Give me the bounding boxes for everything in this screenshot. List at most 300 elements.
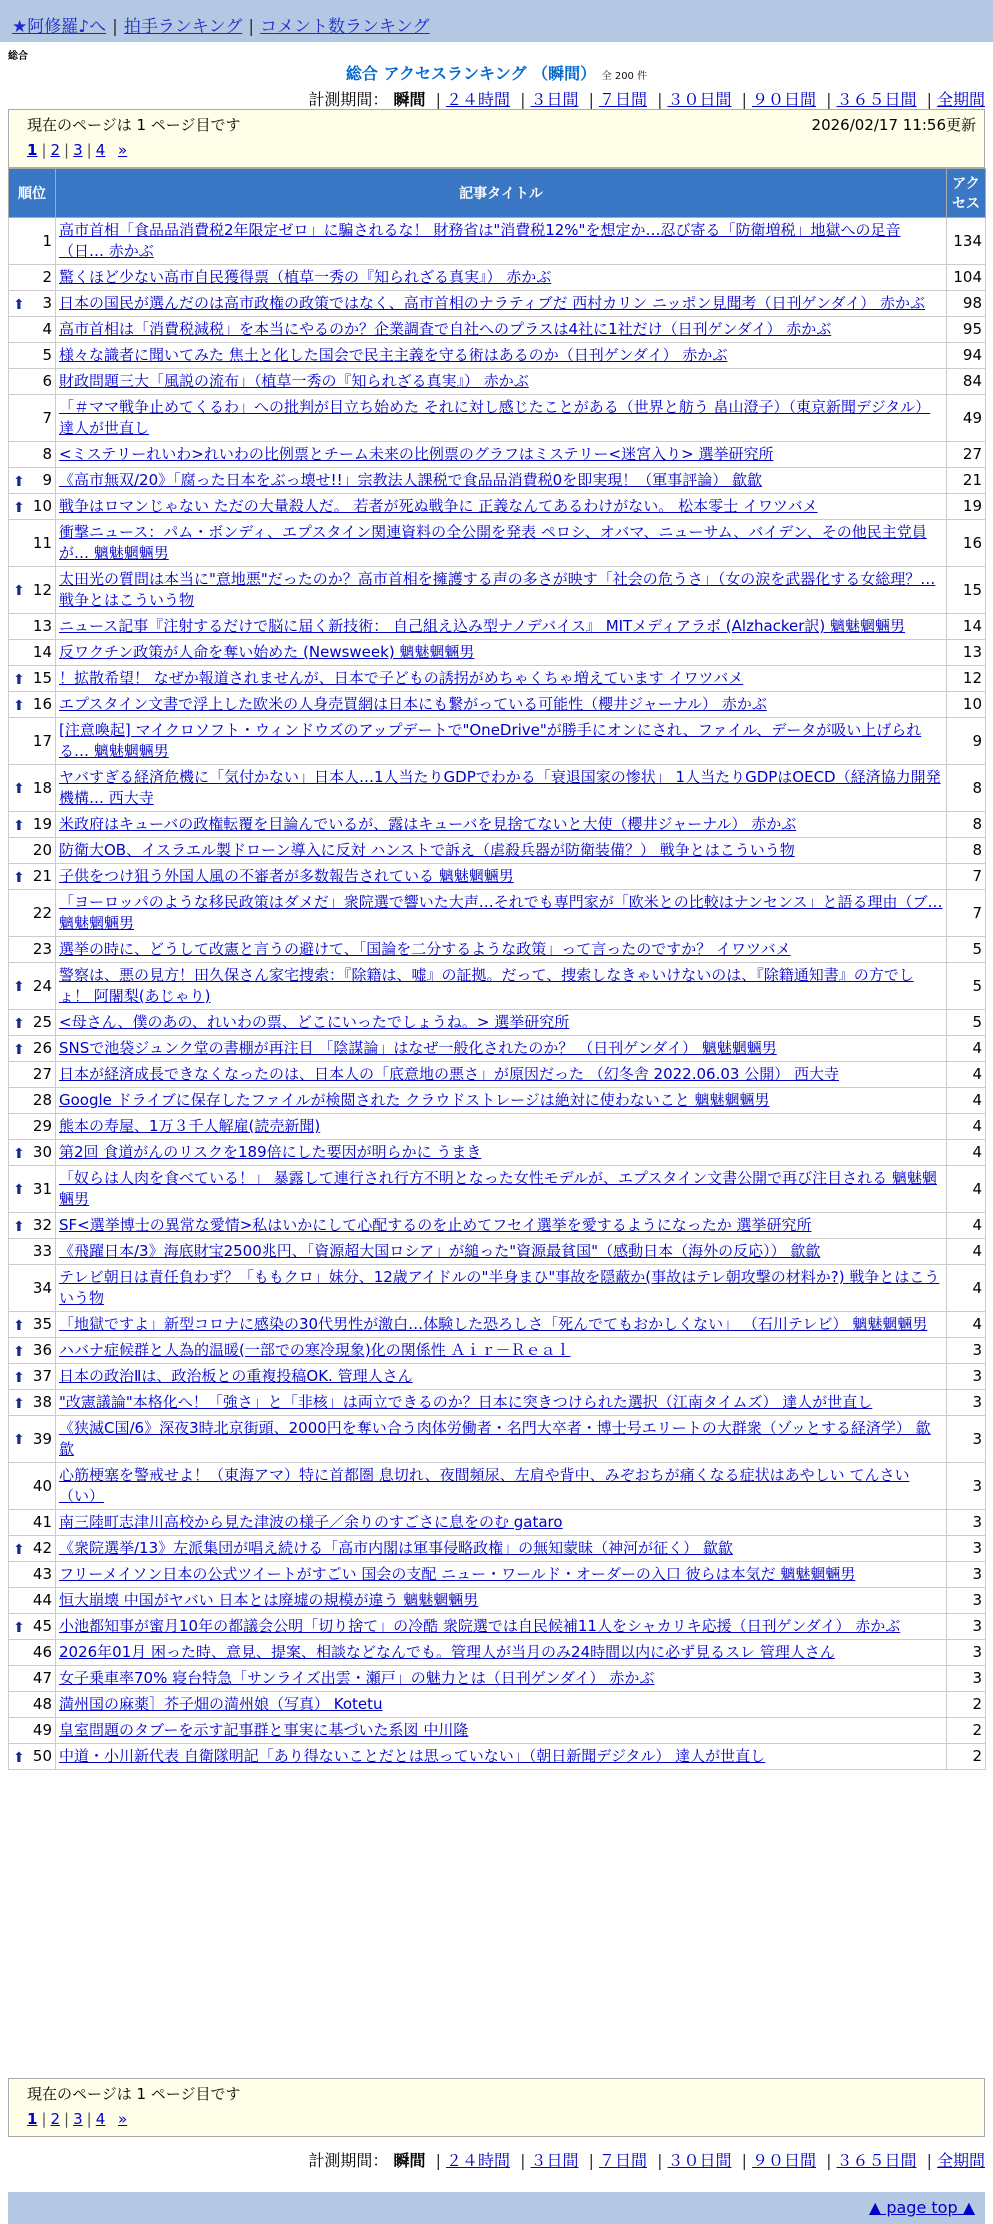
article-title-link[interactable]: 「ヨーロッパのような移民政策はダメだ」衆院選で響いた大声…それでも専門家が「欧米との比較はナンセンス」と語る理由（ブ… 魑魅魍魎男	[59, 893, 943, 932]
access-count: 8	[947, 838, 986, 864]
rank-up-arrow-icon: ⬆	[13, 1015, 25, 1032]
rank-cell	[9, 1036, 56, 1062]
access-count: 3	[947, 1364, 986, 1390]
table-row	[9, 718, 986, 765]
table-row	[9, 640, 986, 666]
item-count: 全 200 件	[601, 71, 648, 82]
nav-separator: |	[112, 17, 118, 37]
rank-up-arrow-icon: ⬆	[13, 1317, 25, 1334]
access-count: 19	[947, 494, 986, 520]
table-row	[9, 1239, 986, 1265]
table-row	[9, 343, 986, 369]
rank-cell	[9, 494, 56, 520]
title-cell	[56, 1640, 947, 1666]
period-link-all[interactable]: 全期間	[936, 2151, 985, 2170]
rank-number: 14	[32, 643, 52, 661]
title-cell	[56, 666, 947, 692]
period-link-90d[interactable]: ９０日間	[751, 2151, 816, 2170]
rank-cell	[9, 1088, 56, 1114]
rank-cell	[9, 1463, 56, 1510]
page-link-2[interactable]: 2	[50, 141, 61, 159]
rank-cell	[9, 1239, 56, 1265]
table-row	[9, 567, 986, 614]
rank-number: 4	[42, 320, 52, 338]
access-count: 3	[947, 1666, 986, 1692]
article-title-link[interactable]: 高市首相は「消費税減税」を本当にやるのか？企業調査で自社へのプラスは4社に1社だけ（日刊ゲンダイ） 赤かぶ	[59, 320, 832, 338]
table-row	[9, 1510, 986, 1536]
table-row	[9, 812, 986, 838]
period-link-30d[interactable]: ３０日間	[667, 2151, 732, 2170]
access-count: 8	[947, 765, 986, 812]
title-cell	[56, 1338, 947, 1364]
rank-number: 25	[32, 1013, 52, 1031]
nav-link-comment-ranking[interactable]: コメント数ランキング	[260, 17, 430, 37]
title-cell	[56, 1265, 947, 1312]
article-title-link[interactable]: 中道・小川新代表 自衛隊明記「あり得ないことだとは思っていない」（朝日新聞デジタル） 達人が世直し	[59, 1747, 766, 1765]
article-title-link[interactable]: 2026年01月 困った時、意見、提案、相談などなんでも。管理人が当月のみ24時間以内に必ず見るスレ 管理人さん	[59, 1643, 835, 1661]
article-title-link[interactable]: 驚くほど少ない高市自民獲得票（植草一秀の『知られざる真実』） 赤かぶ	[59, 268, 552, 286]
article-title-link[interactable]: Google ドライブに保存したファイルが検閲された クラウドストレージは絶対に使わないこと 魑魅魍魎男	[59, 1091, 770, 1109]
rank-cell	[9, 1140, 56, 1166]
rank-up-arrow-icon: ⬆	[13, 1619, 25, 1636]
access-count: 15	[947, 567, 986, 614]
access-count: 13	[947, 640, 986, 666]
title-cell	[56, 765, 947, 812]
title-cell	[56, 494, 947, 520]
article-title-link[interactable]: 太田光の質問は本当に"意地悪"だったのか？高市首相を擁護する声の多さが映す「社会の危うさ」（女の涙を武器化する女総理？… 戦争とはこういう物	[59, 570, 936, 609]
access-count: 104	[947, 265, 986, 291]
title-cell	[56, 1536, 947, 1562]
table-row	[9, 1213, 986, 1239]
current-page-text: 現在のページは 1 ページ目です	[27, 2085, 241, 2103]
period-link-7d[interactable]: ７日間	[598, 2151, 647, 2170]
title-cell	[56, 567, 947, 614]
top-nav	[0, 0, 993, 42]
table-row	[9, 864, 986, 890]
article-title-link[interactable]: 心筋梗塞を警戒せよ！（東海アマ）特に首都圏 息切れ、夜間頻尿、左肩や背中、みぞおちが痛くなる症状はあやしい てんさい（い）	[59, 1466, 910, 1505]
title-cell	[56, 1062, 947, 1088]
rank-cell	[9, 567, 56, 614]
article-title-link[interactable]: 「地獄ですよ」新型コロナに感染の30代男性が激白…体験した恐ろしさ「死んでてもおかしくない」 （石川テレビ） 魑魅魍魎男	[59, 1315, 928, 1333]
period-link-7d[interactable]: ７日間	[598, 90, 647, 109]
article-title-link[interactable]: 高市首相「食品品消費税2年限定ゼロ」に騙されるな！ 財務省は"消費税12%"を想定か…忍び寄る「防衛増税」地獄への足音（日… 赤かぶ	[59, 221, 901, 260]
rank-up-arrow-icon: ⬆	[13, 1041, 25, 1058]
access-count: 3	[947, 1416, 986, 1463]
pagination-box-top	[8, 109, 985, 168]
title-cell	[56, 343, 947, 369]
period-link-3d[interactable]: ３日間	[530, 2151, 579, 2170]
period-link-30d[interactable]: ３０日間	[667, 90, 732, 109]
title-cell	[56, 1140, 947, 1166]
table-row	[9, 838, 986, 864]
access-count: 3	[947, 1640, 986, 1666]
table-row	[9, 369, 986, 395]
rank-cell	[9, 1640, 56, 1666]
article-title-link[interactable]: 小池都知事が蜜月10年の都議会公明「切り捨て」の冷酷 衆院選では自民候補11人をシャカリキ応援（日刊ゲンダイ） 赤かぶ	[59, 1617, 901, 1635]
rank-cell	[9, 765, 56, 812]
rank-cell	[9, 838, 56, 864]
title-cell	[56, 718, 947, 765]
title-cell	[56, 692, 947, 718]
article-title-link[interactable]: [注意喚起] マイクロソフト・ウィンドウズのアップデートで"OneDrive"が勝手にオンにされ、ファイル、データが吸い上げられる… 魑魅魍魎男	[59, 721, 922, 760]
rank-number: 27	[32, 1065, 52, 1083]
rank-number: 21	[32, 867, 52, 885]
rank-cell	[9, 520, 56, 567]
table-row	[9, 218, 986, 265]
access-count: 12	[947, 666, 986, 692]
title-cell	[56, 265, 947, 291]
rank-number: 3	[42, 294, 52, 312]
access-count: 21	[947, 468, 986, 494]
title-cell	[56, 317, 947, 343]
access-count: 10	[947, 692, 986, 718]
rank-number: 41	[32, 1513, 52, 1531]
article-title-link[interactable]: 《高市無双/20》「腐った日本をぶっ壊せ!!」宗教法人課税で食品品消費税0を即実現！（軍事評論） 歙歙	[59, 471, 762, 489]
table-row	[9, 1463, 986, 1510]
rank-number: 28	[32, 1091, 52, 1109]
rank-number: 1	[42, 231, 52, 250]
updated-timestamp: 2026/02/17 11:56更新	[811, 116, 976, 134]
article-title-link[interactable]: ！拡散希望！ なぜか報道されませんが、日本で子どもの誘拐がめちゃくちゃ増えています イワツバメ	[59, 669, 744, 687]
rank-number: 34	[32, 1278, 52, 1297]
title-cell	[56, 640, 947, 666]
rank-number: 19	[32, 815, 52, 833]
rank-cell	[9, 468, 56, 494]
access-count: 3	[947, 1463, 986, 1510]
rank-up-arrow-icon: ⬆	[13, 671, 25, 688]
title-cell	[56, 1588, 947, 1614]
title-cell	[56, 1114, 947, 1140]
rank-up-arrow-icon: ⬆	[13, 1395, 25, 1412]
article-title-link[interactable]: 熊本の寿屋、1万３千人解雇(読売新聞)	[59, 1117, 321, 1135]
period-current: 瞬間	[393, 2151, 426, 2170]
article-title-link[interactable]: 防衛大OB、イスラエル製ドローン導入に反対 ハンストで訴え（虐殺兵器が防衛装備？） 戦争とはこういう物	[59, 841, 795, 859]
rank-cell	[9, 291, 56, 317]
rank-up-arrow-icon: ⬆	[13, 1218, 25, 1235]
title-cell	[56, 1010, 947, 1036]
rank-cell	[9, 343, 56, 369]
rank-cell	[9, 1390, 56, 1416]
rank-number: 20	[32, 841, 52, 859]
rank-cell	[9, 369, 56, 395]
page-link-4[interactable]: 4	[95, 141, 106, 159]
article-title-link[interactable]: 皇室問題のタブーを示す記事群と事実に基づいた系図 中川隆	[59, 1721, 469, 1739]
rank-cell	[9, 614, 56, 640]
article-title-link[interactable]: ハバナ症候群と人為的温暖(一部での寒冷現象)化の関係性 Ａｉｒ－Ｒｅａｌ	[59, 1341, 571, 1359]
access-count: 5	[947, 963, 986, 1010]
article-title-link[interactable]: 「＃ママ戦争止めてくるわ」への批判が目立ち始めた それに対し感じたことがある（世界と舫う 畠山澄子）（東京新聞デジタル） 達人が世直し	[59, 398, 931, 437]
table-row	[9, 1338, 986, 1364]
rank-number: 10	[32, 497, 52, 515]
article-title-link[interactable]: 恒大崩壊 中国がヤバい 日本とは廃墟の規模が違う 魑魅魍魎男	[59, 1591, 479, 1609]
rank-number: 50	[32, 1747, 52, 1765]
rank-cell	[9, 812, 56, 838]
article-title-link[interactable]: 様々な識者に聞いてみた 焦土と化した国会で民主主義を守る術はあるのか（日刊ゲンダイ） 赤かぶ	[59, 346, 728, 364]
article-title-link[interactable]: 米政府はキューバの政権転覆を目論んでいるが、露はキューバを見捨てないと大使（櫻井ジャーナル） 赤かぶ	[59, 815, 797, 833]
article-title-link[interactable]: <ミステリーれいわ>れいわの比例票とチーム未来の比例票のグラフはミステリー<迷宮入り> 選挙研究所	[59, 445, 774, 463]
column-header-title: 記事タイトル	[56, 169, 947, 218]
article-title-link[interactable]: ヤバすぎる経済危機に「気付かない」日本人…1人当たりGDPでわかる「衰退国家の惨状」 1人当たりGDPはOECD（経済協力開発機構… 西大寺	[59, 768, 941, 807]
rank-number: 45	[32, 1617, 52, 1635]
article-title-link[interactable]: テレビ朝日は責任負わず？「ももクロ」妹分、12歳アイドルの"半身まひ"事故を隠蔽か(事故はテレ朝攻撃の材料か?) 戦争とはこういう物	[59, 1268, 940, 1307]
access-count: 3	[947, 1614, 986, 1640]
period-label: 計測期間：	[308, 2151, 389, 2170]
table-row	[9, 1692, 986, 1718]
rank-cell	[9, 692, 56, 718]
article-title-link[interactable]: 選挙の時に、どうして改憲と言うの避けて、「国論を二分するような政策」って言ったのですか？ イワツバメ	[59, 940, 791, 958]
rank-number: 44	[32, 1591, 52, 1609]
article-title-link[interactable]: 日本の国民が選んだのは高市政権の政策ではなく、高市首相のナラティブだ 西村カリン ニッポン見聞考（日刊ゲンダイ） 赤かぶ	[59, 294, 926, 312]
access-count: 27	[947, 442, 986, 468]
rank-cell	[9, 1692, 56, 1718]
article-title-link[interactable]: 第2回 食道がんのリスクを189倍にした要因が明らかに うまき	[59, 1143, 482, 1161]
table-row	[9, 317, 986, 343]
period-label: 計測期間：	[308, 90, 389, 109]
title-cell	[56, 1614, 947, 1640]
title-cell	[56, 614, 947, 640]
page-title	[0, 61, 993, 84]
table-row	[9, 1640, 986, 1666]
access-count: 5	[947, 1010, 986, 1036]
pagination-box-bottom	[8, 2078, 985, 2137]
title-cell	[56, 218, 947, 265]
rank-up-arrow-icon: ⬆	[13, 869, 25, 886]
title-cell	[56, 1312, 947, 1338]
table-row	[9, 1010, 986, 1036]
access-count: 3	[947, 1510, 986, 1536]
article-title-link[interactable]: 戦争はロマンじゃない ただの大量殺人だ。 若者が死ぬ戦争に 正義なんてあるわけがない。 松本零士 イワツバメ	[59, 497, 818, 515]
title-cell	[56, 442, 947, 468]
rank-cell	[9, 265, 56, 291]
page-link-4[interactable]: 4	[95, 2110, 106, 2128]
rank-cell	[9, 640, 56, 666]
table-row	[9, 442, 986, 468]
rank-number: 15	[32, 669, 52, 687]
title-cell	[56, 1088, 947, 1114]
period-link-365d[interactable]: ３６５日間	[836, 90, 917, 109]
title-cell	[56, 1364, 947, 1390]
article-title-link[interactable]: 《衆院選挙/13》左派集団が唱え続ける「高市内閣は軍事侵略政権」の無知蒙昧（神河が征く） 歙歙	[59, 1539, 733, 1557]
rank-number: 11	[32, 533, 52, 552]
rank-up-arrow-icon: ⬆	[13, 1432, 25, 1448]
title-cell	[56, 1510, 947, 1536]
access-count: 4	[947, 1114, 986, 1140]
table-row	[9, 1114, 986, 1140]
rank-number: 29	[32, 1117, 52, 1135]
rank-number: 42	[32, 1539, 52, 1557]
period-link-all[interactable]: 全期間	[936, 90, 985, 109]
access-count: 4	[947, 1239, 986, 1265]
article-title-link[interactable]: 日本が経済成長できなくなったのは、日本人の「底意地の悪さ」が原因だった （幻冬舎 2022.06.03 公開） 西大寺	[59, 1065, 839, 1083]
table-row	[9, 1562, 986, 1588]
rank-up-arrow-icon: ⬆	[13, 781, 25, 797]
table-row	[9, 395, 986, 442]
page-title-text: 総合 アクセスランキング （瞬間）	[345, 64, 597, 83]
table-row	[9, 1140, 986, 1166]
article-title-link[interactable]: フリーメイソン日本の公式ツイートがすごい 国会の支配 ニュー・ワールド・オーダーの入口 彼らは本気だ 魑魅魍魎男	[59, 1565, 856, 1583]
rank-number: 26	[32, 1039, 52, 1057]
rank-number: 9	[42, 471, 52, 489]
table-row	[9, 291, 986, 317]
rank-number: 6	[42, 372, 52, 390]
rank-cell	[9, 1062, 56, 1088]
rank-cell	[9, 1338, 56, 1364]
rank-number: 49	[32, 1721, 52, 1739]
article-title-link[interactable]: 財政問題三大「風説の流布」（植草一秀の『知られざる真実』） 赤かぶ	[59, 372, 529, 390]
period-link-90d[interactable]: ９０日間	[751, 90, 816, 109]
period-selector-top: 計測期間： 瞬間 | ２４時間 | ３日間 | ７日間 | ３０日間 | ９０日間 | ３６５日間 | 全期間	[308, 90, 985, 109]
rank-number: 13	[32, 617, 52, 635]
rank-number: 8	[42, 445, 52, 463]
rank-up-arrow-icon: ⬆	[13, 979, 25, 995]
article-title-link[interactable]: 《狭滅C国/6》深夜3時北京街頭、2000円を奪い合う肉体労働者・名門大卒者・博士号エリートの大群衆（ゾッとする経済学） 歙歙	[59, 1419, 931, 1458]
title-cell	[56, 1390, 947, 1416]
footer-bar	[8, 2192, 985, 2224]
access-count: 3	[947, 1390, 986, 1416]
article-title-link[interactable]: 《飛躍日本/3》海底財宝2500兆円、「資源超大国ロシア」が縋った"資源最貧国"（感動日本（海外の反応）） 歙歙	[59, 1242, 821, 1260]
rank-number: 32	[32, 1216, 52, 1234]
access-count: 9	[947, 718, 986, 765]
nav-link-asyura-home[interactable]: ★阿修羅♪へ	[12, 17, 107, 37]
rank-cell	[9, 1166, 56, 1213]
rank-cell	[9, 1416, 56, 1463]
rank-number: 35	[32, 1315, 52, 1333]
ranking-table	[8, 168, 986, 1770]
nav-link-clap-ranking[interactable]: 拍手ランキング	[123, 17, 243, 37]
title-cell	[56, 1463, 947, 1510]
article-title-link[interactable]: 子供をつけ狙う外国人風の不審者が多数報告されている 魑魅魍魎男	[59, 867, 514, 885]
rank-number: 47	[32, 1669, 52, 1687]
period-link-3d[interactable]: ３日間	[530, 90, 579, 109]
article-title-link[interactable]: <母さん、僕のあの、れいわの票、どこにいったでしょうね。> 選挙研究所	[59, 1013, 570, 1031]
rank-cell	[9, 963, 56, 1010]
category-label: 総合	[8, 51, 28, 62]
table-row	[9, 666, 986, 692]
page-link-next[interactable]: »	[118, 141, 128, 159]
nav-separator: |	[248, 17, 255, 37]
access-count: 7	[947, 864, 986, 890]
rank-cell	[9, 666, 56, 692]
title-cell	[56, 1213, 947, 1239]
article-title-link[interactable]: "改憲議論"本格化へ！「強さ」と「非核」は両立できるのか？日本に突きつけられた選択（江南タイムズ） 達人が世直し	[59, 1393, 873, 1411]
access-count: 4	[947, 1036, 986, 1062]
rank-up-arrow-icon: ⬆	[13, 1343, 25, 1360]
rank-number: 7	[42, 408, 52, 427]
table-row	[9, 1166, 986, 1213]
rank-cell	[9, 1562, 56, 1588]
article-title-link[interactable]: 日本の政治Ⅱは、政治板との重複投稿OK. 管理人さん	[59, 1367, 413, 1385]
table-row	[9, 1062, 986, 1088]
rank-number: 38	[32, 1393, 52, 1411]
page-top-link[interactable]: ▲ page top ▲	[868, 2198, 975, 2217]
rank-cell	[9, 1588, 56, 1614]
title-cell	[56, 963, 947, 1010]
article-title-link[interactable]: 女子乗車率70% 寝台特急「サンライズ出雲・瀬戸」の魅力とは（日刊ゲンダイ） 赤かぶ	[59, 1669, 655, 1687]
rank-number: 39	[32, 1429, 52, 1448]
access-count: 14	[947, 614, 986, 640]
rank-cell	[9, 1010, 56, 1036]
rank-number: 33	[32, 1242, 52, 1260]
rank-number: 36	[32, 1341, 52, 1359]
rank-up-arrow-icon: ⬆	[13, 296, 25, 313]
article-title-link[interactable]: 反ワクチン政策が人命を奪い始めた (Newsweek) 魑魅魍魎男	[59, 643, 475, 661]
rank-number: 2	[42, 268, 52, 286]
access-count: 4	[947, 1140, 986, 1166]
access-count: 4	[947, 1088, 986, 1114]
article-title-link[interactable]: 南三陸町志津川高校から見た津波の様子／余りのすごさに息をのむ gataro	[59, 1513, 563, 1531]
rank-cell	[9, 1510, 56, 1536]
title-cell	[56, 1036, 947, 1062]
title-cell	[56, 1562, 947, 1588]
table-row	[9, 1588, 986, 1614]
page-link-1[interactable]: 1	[27, 2110, 38, 2128]
title-cell	[56, 468, 947, 494]
access-count: 4	[947, 1265, 986, 1312]
rank-up-arrow-icon: ⬆	[13, 583, 25, 599]
period-link-24h[interactable]: ２４時間	[445, 90, 510, 109]
article-title-link[interactable]: SF<選挙博士の異常な愛情>私はいかにして心配するのを止めてフセイ選挙を愛するようになったか 選挙研究所	[59, 1216, 812, 1234]
rank-number: 12	[32, 580, 52, 599]
table-row	[9, 468, 986, 494]
title-cell	[56, 864, 947, 890]
page-link-1[interactable]: 1	[27, 141, 38, 159]
page-link-2[interactable]: 2	[50, 2110, 61, 2128]
access-count: 4	[947, 1062, 986, 1088]
article-title-link[interactable]: ニュース記事『注射するだけで脳に届く新技術： 自己組え込み型ナノデバイス』 MITメディアラボ (Alzhacker訳) 魑魅魍魎男	[59, 617, 906, 635]
article-title-link[interactable]: エプスタイン文書で浮上した欧米の人身売買網は日本にも繋がっている可能性（櫻井ジャーナル） 赤かぶ	[59, 695, 767, 713]
article-title-link[interactable]: 衝撃ニュース：パム・ボンディ、エプスタイン関連資料の全公開を発表 ペロシ、オバマ、ニューサム、バイデン、その他民主党員が… 魑魅魍魎男	[59, 523, 927, 562]
rank-number: 43	[32, 1565, 52, 1583]
rank-up-arrow-icon: ⬆	[13, 473, 25, 490]
access-count: 4	[947, 1166, 986, 1213]
article-title-link[interactable]: 警察は、悪の見方！田久保さん家宅捜索：『除籍は、嘘』の証拠。だって、捜索しなきゃいけないのは、『除籍通知書』の方でしょ！ 阿闍梨(あじゃり)	[59, 966, 914, 1005]
title-cell	[56, 812, 947, 838]
page-links: 1 | 2 | 3 | 4 »	[27, 2110, 128, 2128]
rank-cell	[9, 1614, 56, 1640]
table-row	[9, 890, 986, 937]
period-link-24h[interactable]: ２４時間	[445, 2151, 510, 2170]
column-header-access: アクセス	[947, 169, 986, 218]
title-cell	[56, 520, 947, 567]
table-row	[9, 1666, 986, 1692]
access-count: 94	[947, 343, 986, 369]
page-link-3[interactable]: 3	[73, 141, 83, 159]
title-cell	[56, 1416, 947, 1463]
period-link-365d[interactable]: ３６５日間	[836, 2151, 917, 2170]
period-selector-bottom: 計測期間： 瞬間 | ２４時間 | ３日間 | ７日間 | ３０日間 | ９０日間 | ３６５日間 | 全期間	[308, 2151, 985, 2170]
access-count: 98	[947, 291, 986, 317]
rank-cell	[9, 937, 56, 963]
rank-number: 16	[32, 695, 52, 713]
page-link-next[interactable]: »	[118, 2110, 128, 2128]
rank-number: 30	[32, 1143, 52, 1161]
article-title-link[interactable]: 「奴らは人肉を食べている！」 暴露して連行され行方不明となった女性モデルが、エプスタイン文書公開で再び注目される 魑魅魍魎男	[59, 1169, 937, 1208]
access-count: 2	[947, 1718, 986, 1744]
table-row	[9, 1390, 986, 1416]
article-title-link[interactable]: SNSで池袋ジュンク堂の書棚が再注目 「陰謀論」はなぜ一般化されたのか？ （日刊ゲンダイ） 魑魅魍魎男	[59, 1039, 777, 1057]
rank-number: 31	[32, 1179, 52, 1198]
access-count: 16	[947, 520, 986, 567]
table-row	[9, 692, 986, 718]
page-link-3[interactable]: 3	[73, 2110, 83, 2128]
rank-number: 17	[32, 731, 52, 750]
rank-cell	[9, 718, 56, 765]
access-count: 95	[947, 317, 986, 343]
table-row	[9, 614, 986, 640]
rank-cell	[9, 1744, 56, 1770]
article-title-link[interactable]: 満州国の麻薬］芥子畑の満州娘（写真） Kotetu	[59, 1695, 383, 1713]
rank-up-arrow-icon: ⬆	[13, 697, 25, 714]
